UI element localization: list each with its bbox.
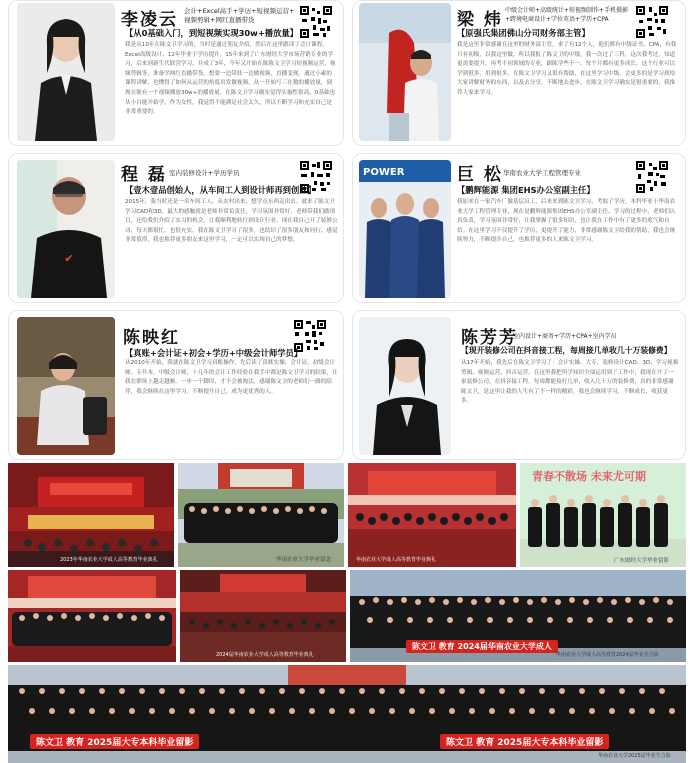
teacher-card: [8, 310, 344, 460]
teacher-photo: [359, 160, 451, 298]
teacher-headline: 【鹏辉能源 集团EHS办公室副主任】: [457, 185, 595, 195]
teacher-photo: [17, 317, 115, 455]
teacher-photo: [359, 3, 451, 141]
teacher-card: [8, 0, 344, 146]
teacher-bio: 我是从10年在陈文卫学习的，当时是通过朋友介绍，然后在这里跟读了会计课程。Excel高级设计、12年毕业于学历提升。15年来到了广东财经大学市场营销专业的学习，后来到新生代联营学习，并成了3年，今年又开始在陈陈文卫学习短视频运营、视频剪辑等，准备学网红直播带货。想要一边带娃一边做视频，直播变现。通过小素的课程讲解，也懂得了如何从运营的角度出发做视频，从一开始写三在数的播放量，到现在能有一个视频播放30w+的播放量，在陈文卫学习确实觉得实惠性很高，0基础也从小白能开始学，作为女性，我觉得不能满足社会太久，所以不断学习和充实自己是非常重要的。: [125, 42, 336, 116]
photo-caption: 华南农业大学成人高等教育毕业典礼: [356, 557, 437, 563]
teacher-bio: 2015年，我当时还是一名车间工人，从农村出来，想学点东西走出去。就来了陈文卫学习CAD和3D，最大的感触就是老师非常负责任，学习氛围非常好，老师带我们做项目，还给我们介绍了实习的机会，让我顺利地转行到设计行业。现在我自己开了装修公司，每天都很忙，也很充实。我在陈文卫学习了很多，也结识了很多朋友和同行，感觉非常值得，我也推荐更多朋友来这里学习，一定可以实现自己的梦想。: [125, 199, 338, 244]
graduation-banner: 陈文卫 教育 2024届华南农业大学成人: [406, 640, 558, 653]
teacher-card: [352, 0, 686, 146]
teacher-tags: 室内设计+商务+学历+CPA+室内学员: [513, 333, 617, 340]
teacher-tags: 会计+Excel高手+学历+短视频运营+ 视频剪辑+网红直播带货: [184, 7, 295, 24]
graduation-photo: [8, 463, 174, 567]
teacher-headline: 【现开装修公司在抖音接工程，每周接几单收几十万装修费】: [461, 346, 672, 355]
qr-code[interactable]: [299, 5, 333, 39]
teacher-headline: 【壹木壹品创始人，从车间工人到设计师再到创业】: [125, 185, 316, 195]
svg-text:✔: ✔: [64, 252, 74, 265]
teacher-name: 程 磊: [121, 165, 167, 185]
photo-caption: 华南农业大学成人高等教育2024届毕业生合影: [556, 652, 659, 658]
teacher-tags: 室内装修设计+学历学员: [169, 169, 240, 177]
graduation-photo: [8, 570, 176, 662]
teacher-headline: 【从0基础入门，到短视频实现30w+播放量】: [125, 28, 298, 38]
teacher-tags: 华南农业大学工程管理专业: [503, 169, 581, 177]
photo-caption: 2024届华南农业大学成人高等教育毕业典礼: [216, 652, 314, 658]
teacher-bio: 我是这里非常感谢在这里的财务部主管，来了有12个人，他们都有中级证书、CPA，有我只有初级，以我这里做，所以我报了陈文卫的中级。我一次过了三科，这次我考过，知道更需要提升，再考不同领域的专业，跟陈学些不一，每个月都有更多成长，这个行业可以学到很多，用到很多，在陈文卫学习又很有帮助，在这里学习中级，会更多的是学习到给大家讲解财务的东西，以及去分享，不断地去进步，在陈文卫学习确实是很重要的，我推荐大家来学习。: [457, 42, 677, 96]
graduation-photo: [180, 570, 346, 662]
teacher-bio: 我原来在一家汽车厂做基层员工，后来来到陈文卫学习，考取了学历，本科毕业于华南农业大学工程管理专业，现在是鹏辉能源集团EHS办公室副主任。学习的过程中，老师们认真负责，学习氛围非常好，让我掌握了很多知识，也让我在工作中有了更多的底气和自信。在这里学习不仅提升了学历，更提升了能力，非常感谢陈文卫给我的帮助，我也会继续努力，不断提升自己，也推荐更多的人来陈文卫学习。: [457, 199, 676, 244]
teacher-bio: 从2010年开始，我就在陈文卫学习真账操作，先后读了真账实操、会计证、初级会计师、专升本、中级会计师，十几年的会计工作经验在我手中都是陈文卫学习的结果，让我在职场上越走越顺。一步一个脚印，才不会被淘汰，感谢陈文卫的老师们一路的陪伴，我会继续在这里学习，不断提升自己，成为更优秀的人。: [125, 360, 338, 395]
photo-caption: 华南农业大学2025届毕业生合影: [598, 753, 671, 759]
graduation-banner: 陈文卫 教育 2025届大专本科毕业留影: [30, 734, 199, 749]
teacher-name: 李凌云: [121, 10, 178, 30]
teacher-name: 陈芳芳: [461, 328, 518, 348]
photo-caption: 华南农业大学毕业留念: [276, 557, 332, 563]
graduation-photo: [178, 463, 344, 567]
teacher-bio: 从17年开始，我先后在陈文卫学习了：会计实操、大专、装修设计CAD、3D、学习视频剪辑、视频运营、抖音运营，在这里我把所学知识全部运用到了工作中，我现在开了一家装修公司，在抖音接工程，每周都能接好几单，收入几十万的装修费，真的非常感谢陈文卫，是这里让我的人生有了不一样的精彩，我也会继续学习，不断成长，收获更多。: [461, 360, 679, 405]
photo-caption: 2023年华南农业大学成人高等教育毕业典礼: [60, 557, 158, 563]
graduation-photo: [348, 463, 516, 567]
teacher-headline: 【真账+会计证+初会+学历+中级会计师学员】: [125, 348, 303, 358]
photo-slogan: 青春不散场 未来尤可期: [532, 470, 646, 483]
teacher-tags: 中级会计师+高级统计+短视频制作+手机摄影 +跨境电商设计+学位英语+学历+CPA: [505, 7, 629, 23]
teacher-photo: [17, 160, 115, 298]
graduation-banner: 陈文卫 教育 2025届大专本科毕业留影: [440, 734, 609, 749]
teacher-card: [352, 153, 686, 303]
teacher-name: 陈映红: [123, 328, 180, 348]
teacher-photo: [359, 317, 451, 455]
teacher-headline: 【原强氏集团佛山分司财务部主管】: [457, 28, 590, 38]
teacher-card: [352, 310, 686, 460]
qr-code[interactable]: [635, 5, 669, 39]
teacher-photo: [17, 3, 115, 141]
svg-text:POWER: POWER: [363, 167, 405, 178]
teacher-name: 巨 松: [457, 165, 503, 185]
qr-code[interactable]: [635, 160, 669, 194]
teacher-card: [8, 153, 344, 303]
teacher-name: 梁 炜: [457, 10, 503, 30]
photo-caption: 广东财经大学毕业留影: [614, 558, 670, 564]
